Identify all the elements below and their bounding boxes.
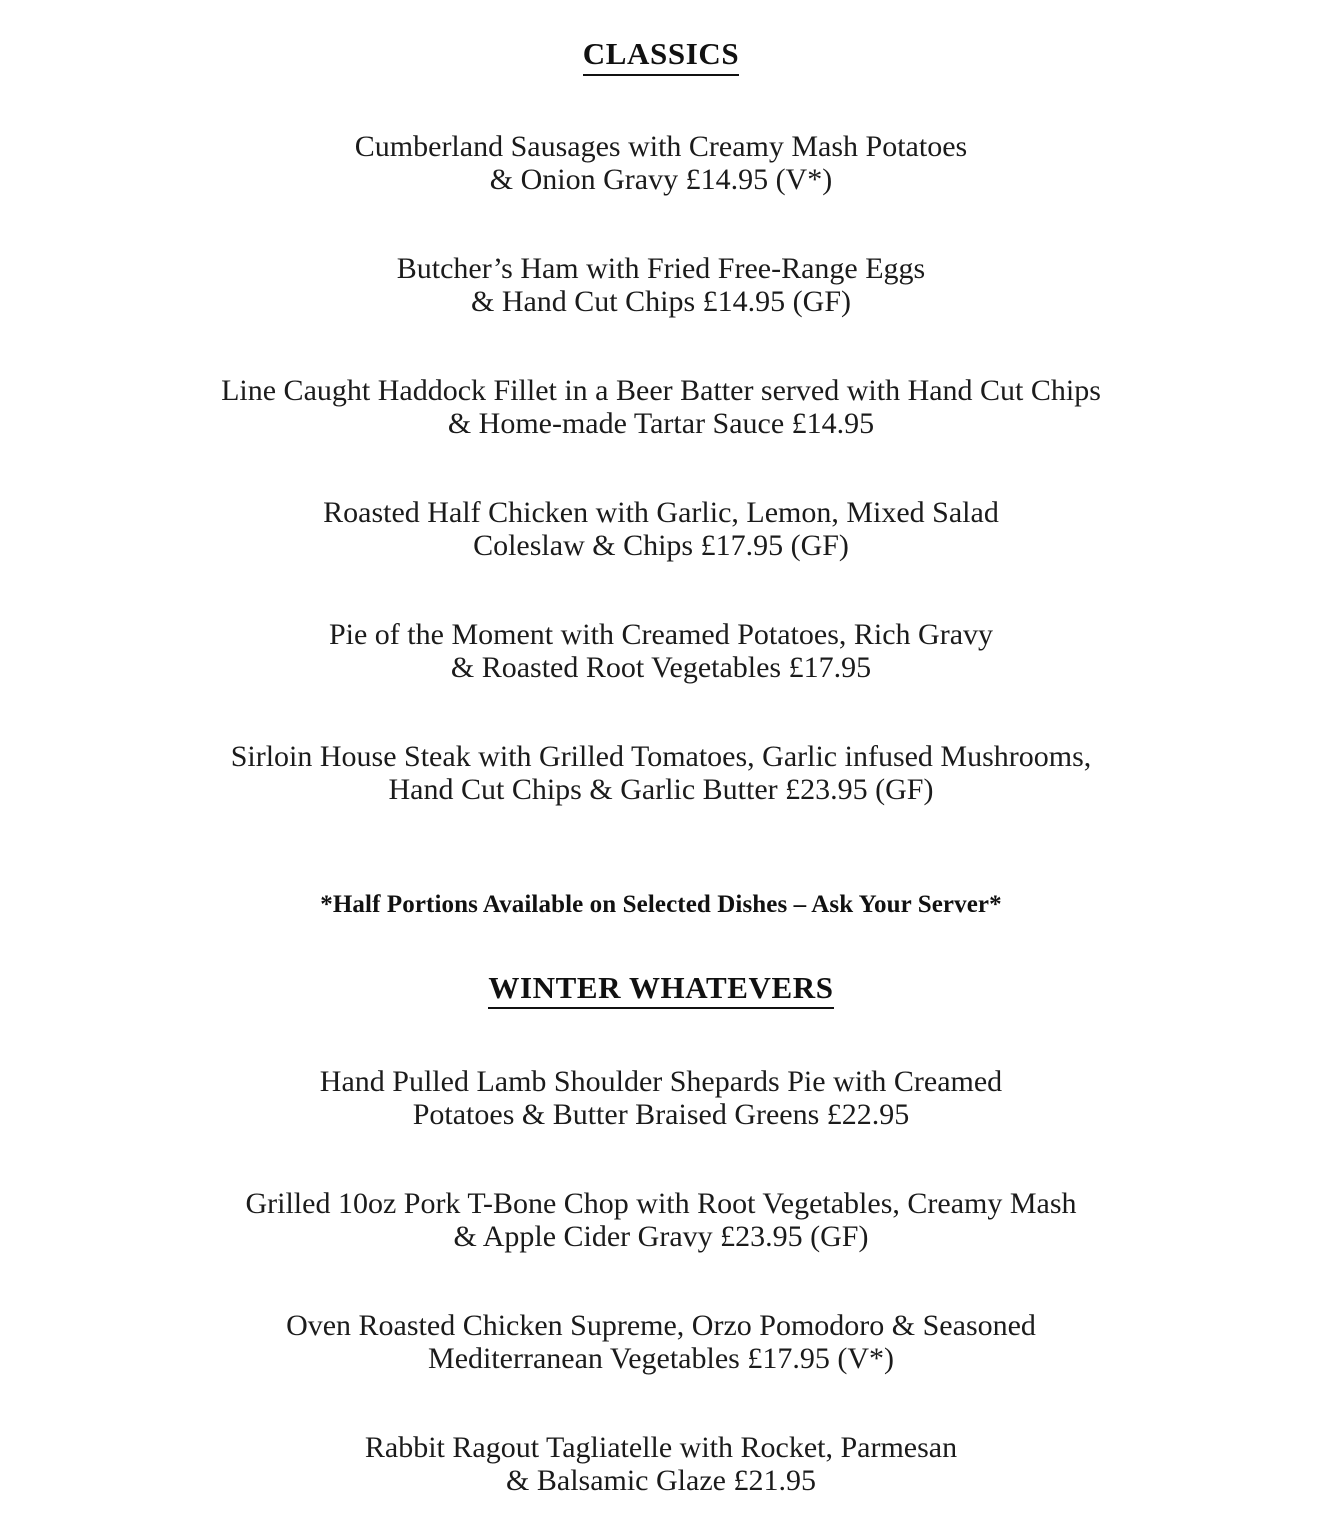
menu-item-line-1: Butcher’s Ham with Fried Free-Range Eggs [396,251,926,285]
menu-item [110,1431,1212,1497]
menu-item-line-1: Pie of the Moment with Creamed Potatoes, Rich Gravy [328,617,994,651]
spacer [110,562,1212,618]
menu-item [110,252,1212,318]
menu-item [110,1309,1212,1375]
menu-item-line-1: Grilled 10oz Pork T-Bone Chop with Root Vegetables, Creamy Mash [245,1187,1077,1221]
section-heading-winter-whatevers-text: WINTER WHATEVERS [488,970,833,1010]
menu-item-line-1: Oven Roasted Chicken Supreme, Orzo Pomodoro & Seasoned [286,1309,1036,1343]
menu-item-line-2: Hand Cut Chips & Garlic Butter £23.95 (GF) [388,772,934,806]
spacer [110,318,1212,374]
spacer [110,684,1212,740]
spacer [110,920,1212,970]
spacer [110,196,1212,252]
section-heading-classics [110,36,1212,76]
menu-item-list-winter-whatevers [110,1065,1212,1497]
menu-item [110,618,1212,684]
spacer [110,1131,1212,1187]
menu-item [110,496,1212,562]
spacer [110,806,1212,890]
half-portions-note: *Half Portions Available on Selected Dishes – Ask Your Server* [320,890,1002,918]
section-heading-winter-whatevers [110,970,1212,1010]
menu-item-line-2: Mediterranean Vegetables £17.95 (V*) [428,1342,894,1376]
menu-item-line-1: Hand Pulled Lamb Shoulder Shepards Pie with Creamed [319,1065,1003,1099]
menu-item-line-1: Line Caught Haddock Fillet in a Beer Batter served with Hand Cut Chips [221,373,1101,407]
spacer [110,76,1212,130]
menu-item [110,740,1212,806]
menu-item-line-2: Potatoes & Butter Braised Greens £22.95 [412,1098,910,1132]
menu-item-line-2: & Hand Cut Chips £14.95 (GF) [470,284,851,318]
menu-item-list-classics [110,130,1212,806]
menu-item-line-2: & Onion Gravy £14.95 (V*) [489,162,833,196]
menu-item-line-2: & Balsamic Glaze £21.95 [506,1464,816,1498]
spacer [110,1375,1212,1431]
spacer [110,1253,1212,1309]
menu-item [110,130,1212,196]
menu-item [110,1065,1212,1131]
menu-item-line-1: Rabbit Ragout Tagliatelle with Rocket, Parmesan [364,1431,958,1465]
menu-item-line-2: Coleslaw & Chips £17.95 (GF) [473,528,849,562]
menu-item-line-1: Roasted Half Chicken with Garlic, Lemon, Mixed Salad [323,495,999,529]
spacer [110,440,1212,496]
menu-item-line-2: & Apple Cider Gravy £23.95 (GF) [453,1220,869,1254]
spacer [110,1009,1212,1065]
menu-item-line-1: Cumberland Sausages with Creamy Mash Potatoes [354,129,968,163]
section-heading-classics-text: CLASSICS [583,36,739,76]
menu-item-line-2: & Roasted Root Vegetables £17.95 [450,650,872,684]
menu-item-line-2: & Home-made Tartar Sauce £14.95 [447,406,875,440]
menu-item-line-1: Sirloin House Steak with Grilled Tomatoes, Garlic infused Mushrooms, [230,739,1092,773]
menu-item [110,1187,1212,1253]
menu-item [110,374,1212,440]
